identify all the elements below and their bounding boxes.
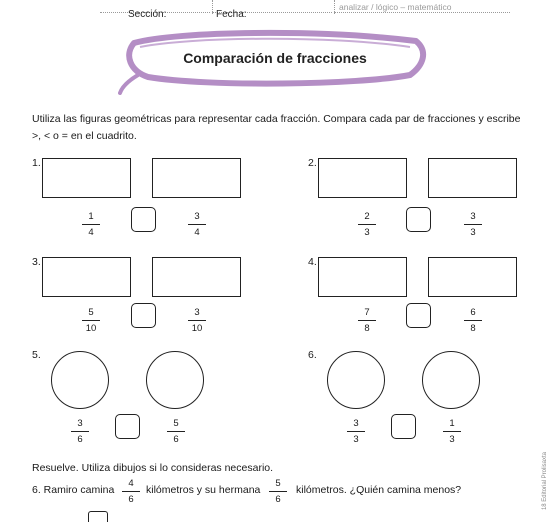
fecha-label: Fecha: [216,9,247,20]
denominator: 3 [364,227,370,238]
denominator: 8 [470,323,476,334]
fraction [186,211,208,239]
fraction [462,211,484,239]
denominator: 8 [364,323,370,334]
denominator: 6 [77,434,83,445]
fraction [120,478,142,506]
instructions: Utiliza las figuras geométricas para representar cada fracción. Compara cada par de fracciones y escribe >, < o = en el cuadrito. [32,113,521,142]
fraction [69,418,91,446]
fraction-circle[interactable] [51,351,109,409]
fraction-rectangle[interactable] [428,158,517,198]
numerator: 3 [77,418,83,429]
numerator: 2 [364,211,370,222]
numerator: 3 [470,211,476,222]
fraction-rectangle[interactable] [42,158,131,198]
denominator: 3 [449,434,455,445]
fraction [345,418,367,446]
fraction-rectangle[interactable] [42,257,131,297]
numerator: 5 [173,418,179,429]
exercise-number: 3. [32,256,41,268]
exercise-number: 4. [308,256,317,268]
numerator: 3 [353,418,359,429]
partial-shape [88,511,108,522]
fraction-circle[interactable] [327,351,385,409]
page-title: Comparación de fracciones [183,50,367,66]
fraction [356,307,378,335]
comparison-box[interactable] [406,207,431,232]
comparison-box[interactable] [115,414,140,439]
problem-suffix: kilómetros. ¿Quién camina menos? [296,484,462,496]
fraction-rectangle[interactable] [318,257,407,297]
fraction [80,211,102,239]
fraction-circle[interactable] [146,351,204,409]
numerator: 5 [275,478,281,489]
fraction [462,307,484,335]
comparison-box[interactable] [406,303,431,328]
numerator: 4 [128,478,134,489]
fraction [356,211,378,239]
skills-text: analizar / lógico – matemático [339,2,452,12]
seccion-label: Sección: [128,9,167,20]
exercise-number: 6. [308,349,317,361]
problem-middle: kilómetros y su hermana [146,484,261,496]
numerator: 7 [364,307,370,318]
fraction [165,418,187,446]
denominator: 3 [353,434,359,445]
numerator: 6 [470,307,476,318]
fraction [80,307,102,335]
fraction [441,418,463,446]
exercise-number: 1. [32,157,41,169]
fraction-circle[interactable] [422,351,480,409]
fraction-rectangle[interactable] [428,257,517,297]
denominator: 3 [470,227,476,238]
denominator: 4 [88,227,94,238]
denominator: 6 [128,494,134,505]
denominator: 10 [85,323,97,334]
numerator: 3 [194,307,200,318]
comparison-box[interactable] [391,414,416,439]
fraction-rectangle[interactable] [318,158,407,198]
fecha-line [212,9,332,20]
denominator: 6 [173,434,179,445]
denominator: 10 [191,323,203,334]
divider [212,0,213,14]
fraction [267,478,289,506]
fraction-rectangle[interactable] [152,257,241,297]
exercise-number: 5. [32,349,41,361]
comparison-box[interactable] [131,207,156,232]
fraction-rectangle[interactable] [152,158,241,198]
problem-prefix: 6. Ramiro camina [32,484,115,496]
resuelve-instruction: Resuelve. Utiliza dibujos si lo consideras necesario. [32,462,274,474]
numerator: 1 [449,418,455,429]
publisher-credit: 18 Editorial Prolisaxta [542,452,548,511]
exercise-number: 2. [308,157,317,169]
comparison-box[interactable] [131,303,156,328]
skills-line [334,2,510,13]
numerator: 3 [194,211,200,222]
denominator: 4 [194,227,200,238]
numerator: 1 [88,211,94,222]
seccion-line [100,9,210,20]
numerator: 5 [88,307,94,318]
fraction [186,307,208,335]
denominator: 6 [275,494,281,505]
